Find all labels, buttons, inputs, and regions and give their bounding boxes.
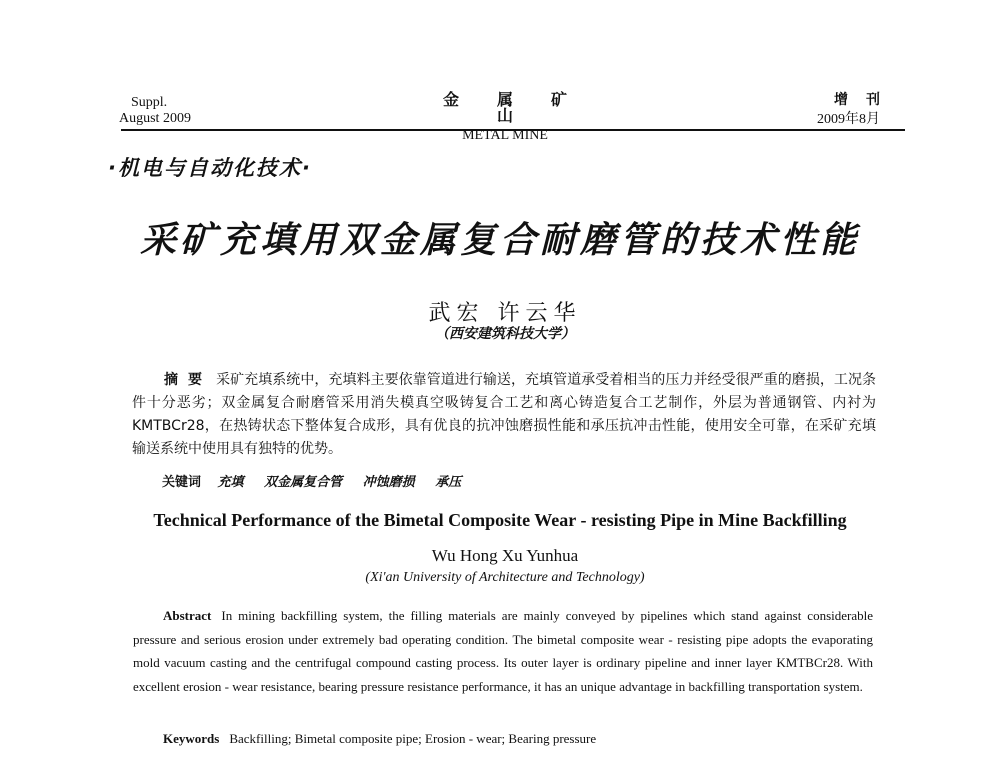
affiliation-cn: （西安建筑科技大学） [435,326,575,342]
keywords-en-text: Backfilling; Bimetal composite pipe; Erosion - wear; Bearing pressure [229,731,597,746]
abstract-cn-text: 采矿充填系统中，充填料主要依靠管道进行输送，充填管道承受着相当的压力并经受很严重的磨损，工况条件十分恶劣；双金属复合耐磨管采用消失模真空吸铸复合工艺和离心铸造复合工艺制作，外层为普通钢管、内衬为KMTBCr28，在热铸状态下整体复合成形，具有优良的抗冲蚀磨损性能和承压抗冲击性能，使用安全可靠，在采矿充填输送系统中使用具有独特的优势。 [132,372,877,457]
header-right [780,92,898,128]
authors-cn: 武宏 许云华 [428,301,582,326]
supplement-label-cn: 增刊 [834,92,898,108]
keyword-cn: 双金属复合管 [264,475,343,490]
affiliation-en: (Xi'an University of Architecture and Technology) [365,570,645,585]
abstract-cn-label: 摘要 [164,372,213,388]
abstract-en [133,604,873,698]
header-rule [121,129,905,131]
keywords-en-label: Keywords [163,731,220,746]
abstract-en-text: In mining backfilling system, the filling materials are mainly conveyed by pipelines which stand against considerable pressure and serious erosion under extremely bad operating condition. The bimetal composite wear - resisting pipe adopts the evaporating mold vacuum casting and the centrifugal compound casting process. Its outer layer is ordinary pipeline and inner layer KMTBCr28. With excellent erosion - wear resistance, bearing pressure resistance performance, it has an unique advantage in backfilling transportation system. [133,608,873,694]
keywords-en [163,731,596,747]
abstract-en-label: Abstract [163,608,212,623]
paper-title-cn: 采矿充填用双金属复合耐磨管的技术性能 [139,220,860,261]
paper-title-en: Technical Performance of the Bimetal Composite Wear - resisting Pipe in Mine Backfilling [153,510,847,530]
keyword-cn: 充填 [217,475,244,490]
issue-date-cn: 2009年8月 [817,112,880,127]
section-heading: ·机电与自动化技术· [108,156,312,180]
authors-en: Wu Hong Xu Yunhua [431,546,579,565]
header-left [119,95,251,127]
keywords-cn [162,471,477,490]
issue-date-en: August 2009 [119,111,191,126]
suppl-label: Suppl. [131,95,168,110]
journal-name-en: METAL MINE [462,128,548,143]
keyword-cn: 冲蚀磨损 [362,475,415,490]
abstract-cn [132,369,876,461]
header-center [380,92,630,144]
keywords-cn-label: 关键词 [162,475,202,490]
keyword-cn: 承压 [435,475,462,490]
journal-name-cn: 金属矿山 [442,90,605,125]
